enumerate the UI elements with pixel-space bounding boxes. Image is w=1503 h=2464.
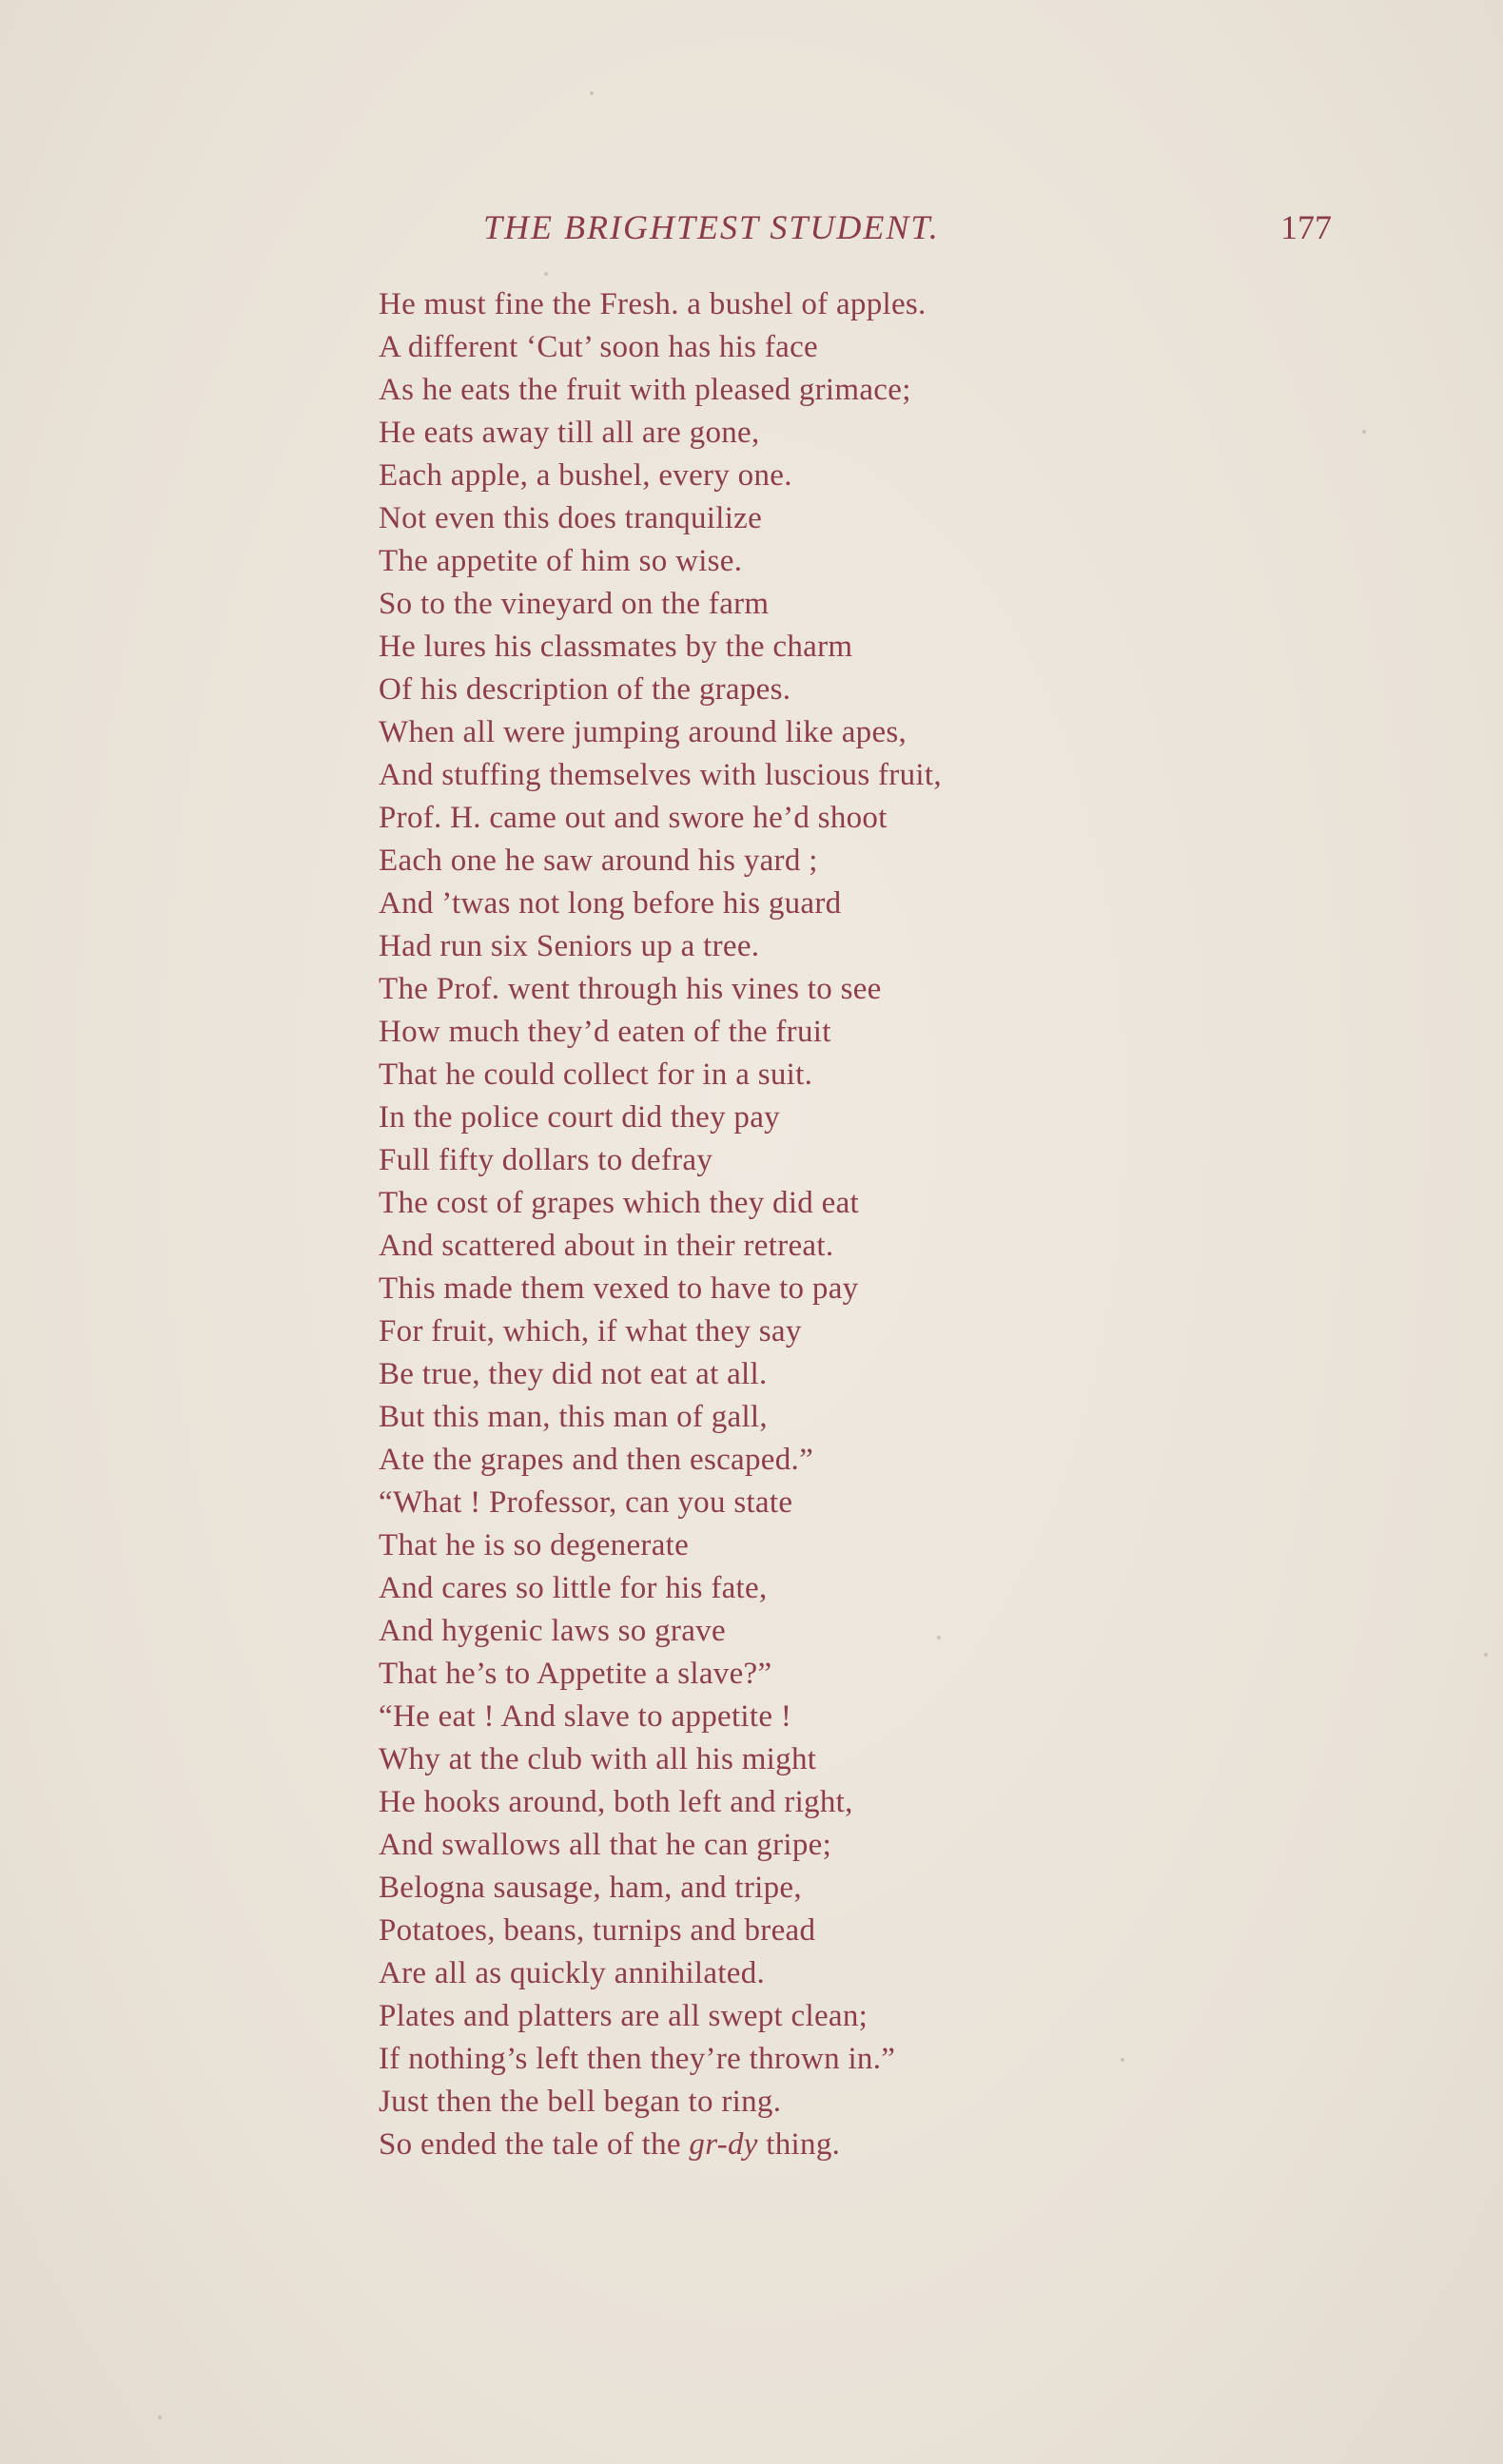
paper-speck <box>544 272 548 276</box>
poem-last-line <box>379 2124 1330 2166</box>
poem-line: Plates and platters are all swept clean; <box>379 1999 869 2033</box>
poem-line: Are all as quickly annihilated. <box>379 1956 766 1990</box>
poem-line: As he eats the fruit with pleased grimace; <box>379 373 911 407</box>
poem-line: That he’s to Appetite a slave?” <box>379 1657 772 1691</box>
poem-body <box>379 283 1330 2166</box>
poem-line: Just then the bell began to ring. <box>379 2085 782 2119</box>
poem-line: So to the vineyard on the farm <box>379 587 770 621</box>
poem-line: How much they’d eaten of the fruit <box>379 1015 831 1049</box>
poem-line: He must fine the Fresh. a bushel of apples. <box>379 287 927 321</box>
poem-line: He hooks around, both left and right, <box>379 1785 853 1819</box>
poem-line: Full fifty dollars to defray <box>379 1143 713 1177</box>
page-number: 177 <box>1280 208 1332 246</box>
paper-speck <box>937 1636 941 1639</box>
poem-line: “What ! Professor, can you state <box>379 1485 793 1520</box>
last-line-start: So ended the tale of the <box>379 2127 690 2162</box>
poem-line: And cares so little for his fate, <box>379 1571 768 1605</box>
last-line-end: thing. <box>757 2127 841 2162</box>
paper-speck <box>1362 430 1366 434</box>
poem-line: Prof. H. came out and swore he’d shoot <box>379 801 888 835</box>
poem-line: The appetite of him so wise. <box>379 544 743 578</box>
poem-line: Of his description of the grapes. <box>379 672 791 707</box>
running-head <box>0 207 1503 255</box>
poem-line: And stuffing themselves with luscious fruit, <box>379 758 942 792</box>
poem-line: Had run six Seniors up a tree. <box>379 929 760 963</box>
poem-line: “He eat ! And slave to appetite ! <box>379 1699 792 1734</box>
poem-line: The Prof. went through his vines to see <box>379 972 882 1006</box>
poem-line: Why at the club with all his might <box>379 1742 817 1776</box>
poem-line: Belogna sausage, ham, and tripe, <box>379 1871 802 1905</box>
poem-line: If nothing’s left then they’re thrown in.” <box>379 2042 896 2076</box>
poem-line: He eats away till all are gone, <box>379 416 760 450</box>
poem-line: Be true, they did not eat at all. <box>379 1357 768 1391</box>
poem-line: A different ‘Cut’ soon has his face <box>379 330 818 364</box>
poem-line: And ’twas not long before his guard <box>379 886 842 921</box>
poem-line: He lures his classmates by the charm <box>379 630 853 664</box>
running-title: THE BRIGHTEST STUDENT. <box>483 208 940 246</box>
poem-line: And scattered about in their retreat. <box>379 1229 834 1263</box>
poem-line: When all were jumping around like apes, <box>379 715 908 749</box>
paper-speck <box>590 91 594 95</box>
paper-speck <box>1121 2058 1124 2062</box>
poem-line: Each apple, a bushel, every one. <box>379 458 792 493</box>
poem-line: And hygenic laws so grave <box>379 1614 726 1648</box>
paper-speck <box>158 2415 162 2419</box>
poem-line: Not even this does tranquilize <box>379 501 763 535</box>
poem-line: And swallows all that he can gripe; <box>379 1828 832 1862</box>
poem-line: In the police court did they pay <box>379 1100 780 1135</box>
poem-line: This made them vexed to have to pay <box>379 1271 859 1306</box>
poem-line: Potatoes, beans, turnips and bread <box>379 1913 816 1948</box>
poem-line: For fruit, which, if what they say <box>379 1314 802 1348</box>
poem-line: The cost of grapes which they did eat <box>379 1186 860 1220</box>
poem-line: Ate the grapes and then escaped.” <box>379 1443 814 1477</box>
last-line-italic: gr-dy <box>689 2127 758 2162</box>
poem-line: Each one he saw around his yard ; <box>379 844 818 878</box>
poem-line: That he could collect for in a suit. <box>379 1057 813 1092</box>
poem-line: But this man, this man of gall, <box>379 1400 768 1434</box>
poem-line: That he is so degenerate <box>379 1528 690 1562</box>
paper-speck <box>1484 1653 1488 1657</box>
